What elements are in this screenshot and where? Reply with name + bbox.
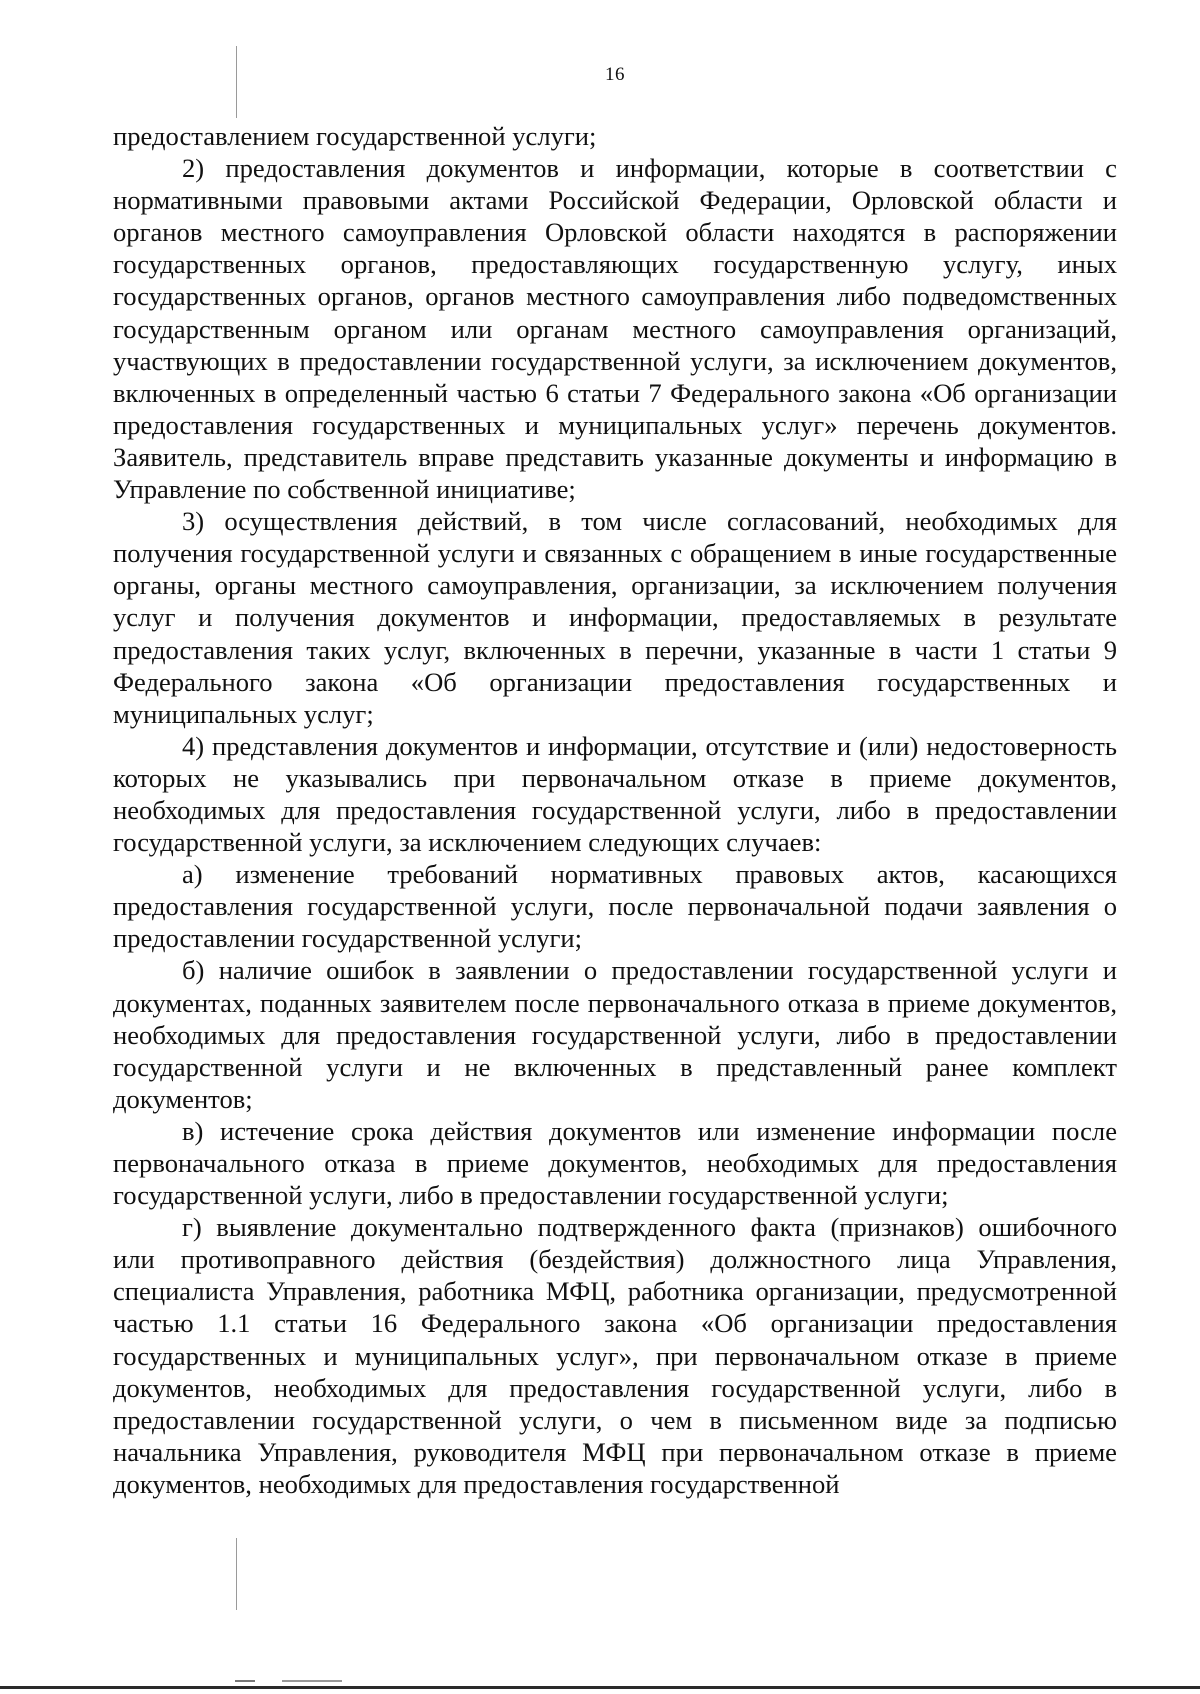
page-bottom-edge bbox=[0, 1686, 1200, 1689]
scan-artifact-smudge-2 bbox=[282, 1680, 342, 1682]
scan-artifact-bottom bbox=[236, 1538, 237, 1610]
paragraph-subitem-a: а) изменение требований нормативных правовых актов, касающихся предоставления государственной услуги, после первоначальной подачи заявления о предоставлении государственной услуги; bbox=[113, 859, 1117, 954]
page-number: 16 bbox=[605, 64, 625, 85]
paragraph-continuation: предоставлением государственной услуги; bbox=[113, 121, 597, 151]
paragraph-subitem-v: в) истечение срока действия документов или изменение информации после первоначального отказа в приеме документов, необходимых для предоставления государственной услуги, либо в предоставлении государственной услуги; bbox=[113, 1115, 1117, 1211]
paragraph-item-4: 4) представления документов и информации, отсутствие и (или) недостоверность которых не указывались при первоначальном отказе в приеме документов, необходимых для предоставления государственной услуги, либо в предоставлении государственной услуги, за исключением следующих случаев: bbox=[113, 730, 1117, 858]
paragraph-subitem-b: б) наличие ошибок в заявлении о предоставлении государственной услуги и документах, поданных заявителем после первоначального отказа в приеме документов, необходимых для предоставления государственной услуги, либо в предоставлении государственной услуги и не включенных в представленный ранее комплект документов; bbox=[113, 955, 1117, 1114]
paragraph-item-2: 2) предоставления документов и информации, которые в соответствии с нормативными правовыми актами Российской Федерации, Орловской области и органов местного самоуправления Орловской области находятся в распоряжении государственных органов, предоставляющих государственную услугу, иных государственных органов, органов местного самоуправления либо подведомственных государственным органом или органам местного самоуправления организаций, участвующих в предоставлении государственной услуги, за исключением документов, включенных в определенный частью 6 статьи 7 Федерального закона «Об организации предоставления государственных и муниципальных услуг» перечень документов. Заявитель, представитель вправе представить указанные документы и информацию в Управление по собственной инициативе; bbox=[113, 153, 1117, 505]
document-body bbox=[113, 120, 1117, 1500]
paragraph-subitem-g: г) выявление документально подтвержденного факта (признаков) ошибочного или противоправного действия (бездействия) должностного лица Управления, специалиста Управления, работника МФЦ, работника организации, предусмотренной частью 1.1 статьи 16 Федерального закона «Об организации предоставления государственных и муниципальных услуг», при первоначальном отказе в приеме документов, необходимых для предоставления государственной услуги, либо в предоставлении государственной услуги, о чем в письменном виде за подписью начальника Управления, руководителя МФЦ при первоначальном отказе в приеме документов, необходимых для предоставления государственной bbox=[113, 1212, 1117, 1499]
paragraph-item-3: 3) осуществления действий, в том числе согласований, необходимых для получения государственной услуги и связанных с обращением в иные государственные органы, органы местного самоуправления, организации, за исключением получения услуг и получения документов и информации, предоставляемых в результате предоставления таких услуг, включенных в перечни, указанные в части 1 статьи 9 Федерального закона «Об организации предоставления государственных и муниципальных услуг; bbox=[113, 506, 1117, 729]
scan-artifact-smudge bbox=[235, 1680, 255, 1682]
